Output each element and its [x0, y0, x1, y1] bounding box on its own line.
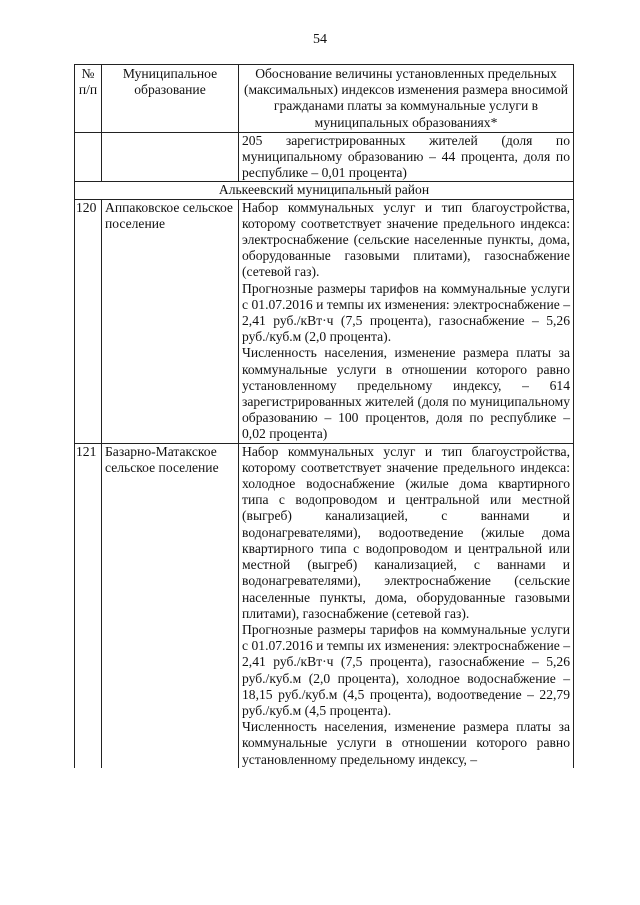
row-justification	[239, 199, 574, 443]
header-municipality: Муниципальное образование	[102, 65, 239, 133]
row-paragraph: Прогнозные размеры тарифов на коммунальные услуги с 01.07.2016 и темпы их изменения: электроснабжение – 2,41 руб./кВт·ч (7,5 процента), газоснабжение – 5,26 руб./куб.м (2,0 процента).	[242, 280, 570, 345]
row-municipality: Аппаковское сельское поселение	[102, 199, 239, 443]
header-number: № п/п	[75, 65, 102, 133]
row-paragraph: Прогнозные размеры тарифов на коммунальные услуги с 01.07.2016 и темпы их изменения: электроснабжение – 2,41 руб./кВт·ч (7,5 процента), газоснабжение – 5,26 руб./куб.м (2,0 процента), холодное водоснабжение – 18,15 руб./куб.м (4,5 процента), водоотведение – 22,79 руб./куб.м (4,5 процента).	[242, 621, 570, 718]
row-municipality: Базарно-Матакское сельское поселение	[102, 443, 239, 768]
row-paragraph: Численность населения, изменение размера платы за коммунальные услуги в отношении которого равно установленному предельному индексу, –	[242, 719, 570, 767]
table-row	[75, 443, 574, 768]
header-justification: Обоснование величины установленных предельных (максимальных) индексов изменения размера вносимой гражданами платы за коммунальные услуги в муниципальных образованиях*	[239, 65, 574, 133]
table-header-row	[75, 65, 574, 133]
continuation-municipality-cell	[102, 132, 239, 182]
row-number: 120	[75, 199, 102, 443]
region-row	[75, 182, 574, 199]
row-paragraph: Набор коммунальных услуг и тип благоустройства, которому соответствует значение предельного индекса: электроснабжение (сельские населенные пункты, дома, оборудованные газовыми плитами), газоснабжение (сетевой газ).	[242, 199, 570, 280]
row-paragraph: Набор коммунальных услуг и тип благоустройства, которому соответствует значение предельного индекса: холодное водоснабжение (жилые дома квартирного типа с водопроводом и центральной или местной (выгреб) канализацией, с ваннами и водонагревателями), водоотведение (жилые дома квартирного типа с водопроводом и центральной или местной (выгреб) канализацией, с ваннами и водонагревателями), электроснабжение (сельские населенные пункты, дома, оборудованные газовыми плитами), газоснабжение (сетевой газ).	[242, 443, 570, 621]
continuation-num-cell	[75, 132, 102, 182]
row-justification	[239, 443, 574, 768]
row-paragraph: Численность населения, изменение размера платы за коммунальные услуги в отношении которого равно установленному предельному индексу, – 614 зарегистрированных жителей (доля по муниципальному образованию – 100 процентов, доля по республике – 0,02 процента)	[242, 345, 570, 442]
page-number: 54	[313, 32, 327, 47]
table-row	[75, 199, 574, 443]
continuation-row	[75, 132, 574, 182]
region-name: Алькеевский муниципальный район	[75, 182, 574, 199]
row-number: 121	[75, 443, 102, 768]
indices-table	[74, 64, 574, 768]
continuation-text: 205 зарегистрированных жителей (доля по муниципальному образованию – 44 процента, доля по республике – 0,01 процента)	[239, 132, 574, 182]
